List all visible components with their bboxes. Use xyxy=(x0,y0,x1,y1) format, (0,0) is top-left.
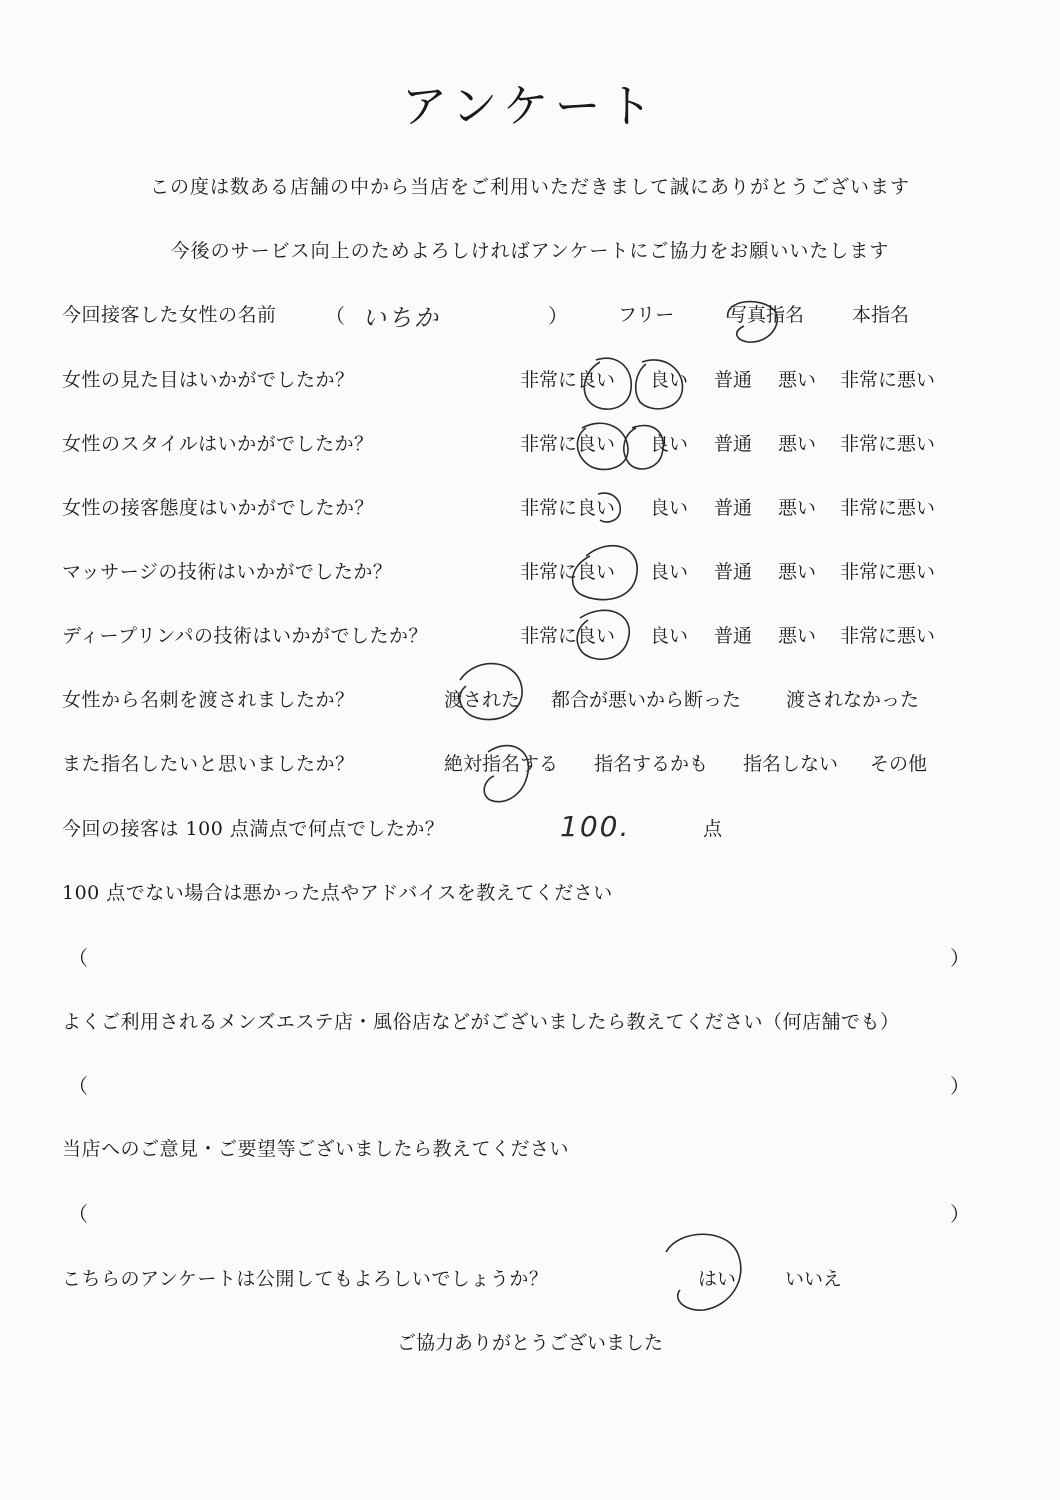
option-attitude-very-good[interactable]: 非常に良い xyxy=(520,497,616,519)
option-free[interactable]: フリー xyxy=(618,304,675,326)
option-again-maybe[interactable]: 指名するかも xyxy=(594,753,709,775)
option-style-very-bad[interactable]: 非常に悪い xyxy=(840,433,936,455)
score-handwritten-value[interactable]: 100. xyxy=(560,810,631,843)
advice-close-paren: ） xyxy=(950,946,970,970)
shops-open-paren: （ xyxy=(68,1074,88,1098)
option-appearance-good[interactable]: 良い xyxy=(650,369,689,391)
option-attitude-good[interactable]: 良い xyxy=(650,497,689,519)
option-appearance-bad[interactable]: 悪い xyxy=(778,369,817,391)
option-attitude-normal[interactable]: 普通 xyxy=(714,497,753,519)
question-card-label: 女性から名刺を渡されましたか？ xyxy=(62,689,355,711)
option-lymph-normal[interactable]: 普通 xyxy=(714,625,753,647)
intro-line-1: この度は数ある店舗の中から当店をご利用いただきまして誠にありがとうございます xyxy=(149,176,910,198)
option-attitude-very-bad[interactable]: 非常に悪い xyxy=(840,497,936,519)
question-style-label: 女性のスタイルはいかがでしたか？ xyxy=(62,433,374,455)
question-lymph-label: ディープリンパの技術はいかがでしたか？ xyxy=(62,625,428,647)
closing-message: ご協力ありがとうございました xyxy=(396,1332,663,1354)
option-appearance-very-good[interactable]: 非常に良い xyxy=(520,369,616,391)
score-unit: 点 xyxy=(703,818,723,840)
option-massage-normal[interactable]: 普通 xyxy=(714,561,753,583)
intro-line-2: 今後のサービス向上のためよろしければアンケートにご協力をお願いいたします xyxy=(170,240,890,262)
question-attitude-label: 女性の接客態度はいかがでしたか？ xyxy=(62,497,375,519)
question-massage-label: マッサージの技術はいかがでしたか？ xyxy=(62,561,393,583)
option-lymph-good[interactable]: 良い xyxy=(650,625,689,647)
name-close-paren: ） xyxy=(548,304,568,328)
option-style-bad[interactable]: 悪い xyxy=(778,433,817,455)
option-style-normal[interactable]: 普通 xyxy=(714,433,753,455)
option-massage-good[interactable]: 良い xyxy=(650,561,689,583)
option-massage-bad[interactable]: 悪い xyxy=(778,561,817,583)
option-again-other[interactable]: その他 xyxy=(870,753,928,775)
option-massage-very-good[interactable]: 非常に良い xyxy=(520,561,616,583)
option-massage-very-bad[interactable]: 非常に悪い xyxy=(840,561,936,583)
opinion-close-paren: ） xyxy=(950,1202,970,1226)
option-lymph-very-good[interactable]: 非常に良い xyxy=(520,625,616,647)
option-again-definitely[interactable]: 絶対指名する xyxy=(444,753,559,775)
name-open-paren: （ xyxy=(325,304,345,328)
option-photo-nomination[interactable]: 写真指名 xyxy=(728,304,805,326)
option-style-very-good[interactable]: 非常に良い xyxy=(520,433,616,455)
option-appearance-normal[interactable]: 普通 xyxy=(714,369,753,391)
option-card-received[interactable]: 渡された xyxy=(444,689,521,711)
opinion-open-paren: （ xyxy=(68,1202,88,1226)
question-publish-label: こちらのアンケートは公開してもよろしいでしょうか？ xyxy=(62,1268,549,1290)
shops-close-paren: ） xyxy=(950,1074,970,1098)
option-attitude-bad[interactable]: 悪い xyxy=(778,497,817,519)
option-style-good[interactable]: 良い xyxy=(650,433,689,455)
question-score-label: 今回の接客は 100 点満点で何点でしたか？ xyxy=(62,818,445,840)
option-lymph-bad[interactable]: 悪い xyxy=(778,625,817,647)
option-card-not-received[interactable]: 渡されなかった xyxy=(786,689,920,711)
option-publish-no[interactable]: いいえ xyxy=(785,1268,843,1290)
advice-open-paren: （ xyxy=(68,946,88,970)
name-handwritten-value[interactable]: いちか xyxy=(362,304,440,332)
question-appearance-label: 女性の見た目はいかがでしたか？ xyxy=(62,369,355,391)
option-main-nomination[interactable]: 本指名 xyxy=(852,304,910,326)
page-title: アンケート xyxy=(401,79,659,133)
question-advice-label: 100 点でない場合は悪かった点やアドバイスを教えてください xyxy=(62,882,613,904)
question-shops-label: よくご利用されるメンズエステ店・風俗店などがございましたら教えてください（何店舗でも） xyxy=(62,1011,900,1033)
option-appearance-very-bad[interactable]: 非常に悪い xyxy=(840,369,936,391)
option-card-declined[interactable]: 都合が悪いから断った xyxy=(551,689,742,711)
option-lymph-very-bad[interactable]: 非常に悪い xyxy=(840,625,936,647)
option-publish-yes[interactable]: はい xyxy=(698,1268,737,1290)
question-opinion-label: 当店へのご意見・ご要望等ございましたら教えてください xyxy=(62,1138,570,1160)
option-again-no[interactable]: 指名しない xyxy=(743,753,839,775)
question-again-label: また指名したいと思いましたか？ xyxy=(62,753,355,775)
question-name-label: 今回接客した女性の名前 xyxy=(62,304,277,326)
